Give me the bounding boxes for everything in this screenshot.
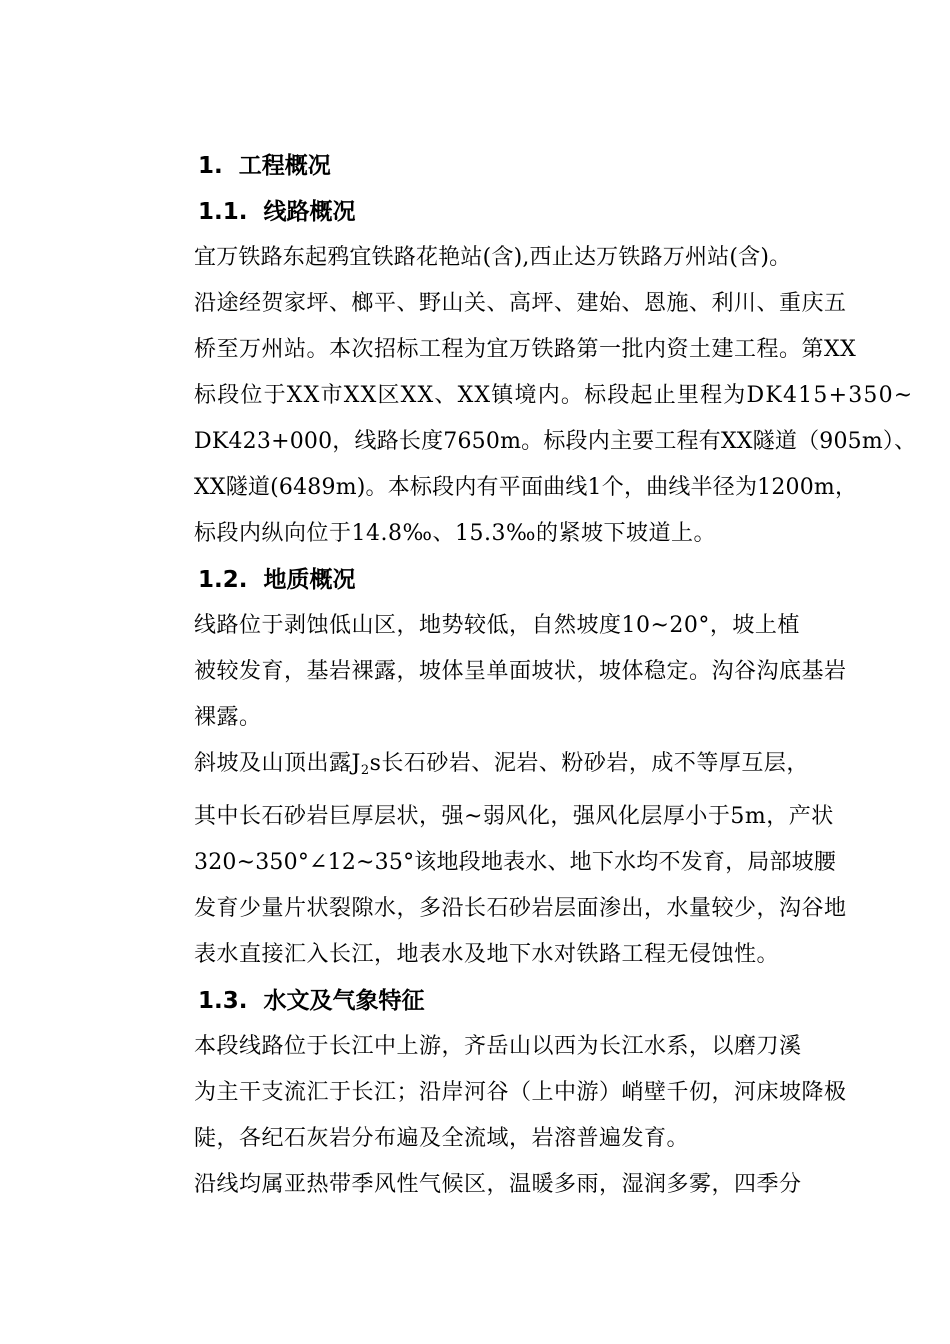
- text-line: [150, 741, 850, 794]
- text-line: 本段线路位于长江中上游，齐岳山以西为长江水系，以磨刀溪: [194, 1034, 802, 1059]
- text-line: 320~350°∠12~35°该地段地表水、地下水均不发育，局部坡腰: [194, 850, 837, 875]
- heading-title: 水文及气象特征: [263, 988, 425, 1014]
- text-line: 陡，各纪石灰岩分布遍及全流域，岩溶普遍发育。: [194, 1126, 690, 1151]
- heading-1-1: [150, 189, 850, 235]
- paragraph-route-overview: [150, 235, 917, 557]
- text-line: 桥至万州站。本次招标工程为宜万铁路第一批内资土建工程。第XX: [194, 337, 857, 362]
- text-line: 为主干支流汇于长江；沿岸河谷（上中游）峭壁千仞，河床坡降极: [194, 1080, 847, 1105]
- document-body: [150, 143, 917, 1208]
- text-line: 宜万铁路东起鸦宜铁路花艳站(含),西止达万铁路万州站(含)。: [194, 245, 792, 270]
- text-line: XX隧道(6489m)。本标段内有平面曲线1个，曲线半径为1200m，: [194, 475, 858, 500]
- text-line: 线路位于剥蚀低山区，地势较低，自然坡度10~20°，坡上植: [194, 613, 800, 638]
- subscript: 2: [360, 763, 370, 778]
- heading-title: 地质概况: [263, 567, 356, 593]
- text-line: DK423+000，线路长度7650m。标段内主要工程有XX隧道（905m）、: [194, 429, 917, 454]
- paragraph-climate: [150, 1162, 850, 1208]
- paragraph-geology-1: [150, 603, 850, 741]
- heading-title: 线路概况: [263, 199, 356, 225]
- text-line: 标段内纵向位于14.8‰、15.3‰的紧坡下坡道上。: [194, 521, 717, 546]
- text-line: 沿线均属亚热带季风性气候区，温暖多雨，湿润多雾，四季分: [194, 1172, 802, 1197]
- text-line: 裸露。: [194, 705, 262, 730]
- text-line: 沿途经贺家坪、榔平、野山关、高坪、建始、恩施、利川、重庆五: [194, 291, 847, 316]
- heading-1-2: [150, 557, 850, 603]
- text-line: 被较发育，基岩裸露，坡体呈单面坡状，坡体稳定。沟谷沟底基岩: [194, 659, 847, 684]
- heading-1-3: [150, 978, 850, 1024]
- heading-number: 1.: [198, 153, 223, 179]
- heading-number: 1.3.: [198, 988, 248, 1014]
- text-segment: 斜坡及山顶出露J: [194, 751, 361, 776]
- paragraph-hydrology-1: [150, 1024, 850, 1162]
- text-line: 其中长石砂岩巨厚层状，强~弱风化，强风化层厚小于5m，产状: [194, 804, 834, 829]
- heading-number: 1.2.: [198, 567, 248, 593]
- heading-number: 1.1.: [198, 199, 248, 225]
- text-line: 标段位于XX市XX区XX、XX镇境内。标段起止里程为DK415+350~: [194, 383, 914, 408]
- paragraph-geology-2: [150, 741, 850, 978]
- text-line: 表水直接汇入长江，地表水及地下水对铁路工程无侵蚀性。: [194, 942, 780, 967]
- text-line: 发育少量片状裂隙水，多沿长石砂岩层面渗出，水量较少，沟谷地: [194, 896, 847, 921]
- text-segment: s长石砂岩、泥岩、粉砂岩，成不等厚互层，: [369, 751, 809, 776]
- heading-title: 工程概况: [238, 153, 331, 179]
- heading-1: [150, 143, 850, 189]
